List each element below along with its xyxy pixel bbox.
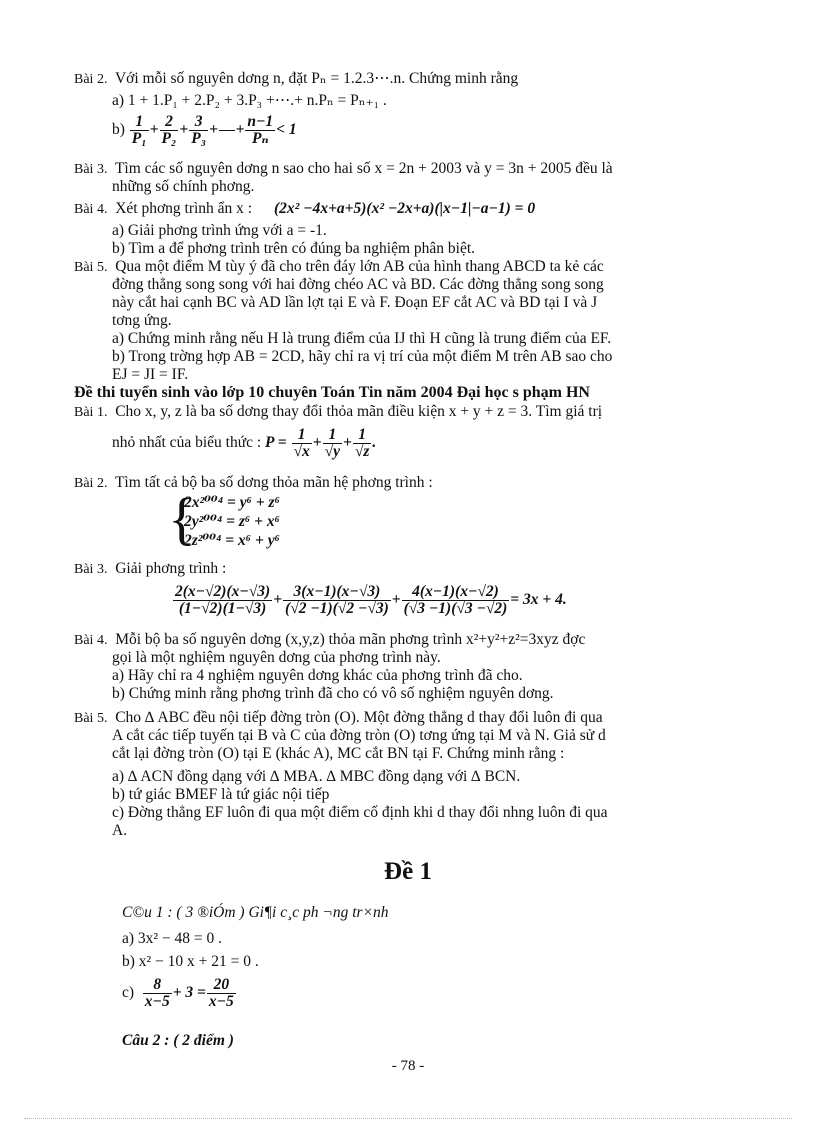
page-number: - 78 - — [391, 1058, 425, 1074]
question-1-heading: C©u 1 : ( 3 ®iÓm ) Gi¶i c¸c ph ¬ng tr×nh — [122, 904, 389, 921]
exam-problem-5-line-2: A cắt các tiếp tuyến tại B và C của đờng tròn (O) tơng ứng tại M và N. Giả sử d — [112, 727, 606, 744]
problem-5-line-2: đờng thẳng song song với hai đờng chéo AC và BD. Các đờng thẳng song song — [112, 276, 604, 293]
exam-problem-4-line: Bài 4. Mỗi bộ ba số nguyên dơng (x,y,z) thỏa mãn phơng trình x²+y²+z²=3xyz đợc — [74, 631, 586, 648]
problem-4-equation: (2x² −4x+a+5)(x² −2x+a)(|x−1|−a−1) = 0 — [274, 200, 536, 217]
problem-2a: a) 1 + 1.P₁ + 2.P₂ + 3.P₃ +⋯.+ n.Pₙ = Pₙ₊₁ . — [112, 92, 387, 109]
exam-problem-5c-line-2: A. — [112, 822, 128, 839]
exam-problem-5-line: Bài 5. Cho ∆ ABC đều nội tiếp đờng tròn (O). Một đờng thẳng d thay đổi luôn đi qua — [74, 709, 603, 726]
problem-3-line: Bài 3. Tìm các số nguyên dơng n sao cho hai số x = 2n + 2003 và y = 3n + 2005 đều là — [74, 160, 613, 177]
question-1b: b) x² − 10 x + 21 = 0 . — [122, 953, 259, 970]
exam-problem-5-line-3: cắt lại đờng tròn (O) tại E (khác A), MC cắt BN tại F. Chứng minh rằng : — [112, 745, 565, 762]
problem-5a: a) Chứng minh rằng nếu H là trung điểm của IJ thì H cũng là trung điểm của EF. — [112, 330, 612, 347]
problem-5-line-3: này cắt hai cạnh BC và AD lần lợt tại E và F. Đoạn EF cắt AC và BD tại I và J — [112, 294, 598, 311]
exam-problem-2-line: Bài 2. Tìm tất cả bộ ba số dơng thỏa mãn hệ phơng trình : — [74, 474, 433, 491]
section-heading: Đề thi tuyển sinh vào lớp 10 chuyên Toán Tin năm 2004 Đại học s phạm HN — [74, 384, 590, 401]
exam-problem-5a: a) ∆ ACN đồng dạng với ∆ MBA. ∆ MBC đồng dạng với ∆ BCN. — [112, 768, 521, 785]
exam-problem-4a: a) Hãy chỉ ra 4 nghiệm nguyên dơng khác của phơng trình đã cho. — [112, 667, 523, 684]
problem-5-line-4: tơng ứng. — [112, 312, 172, 329]
exam-problem-1-line: Bài 1. Cho x, y, z là ba số dơng thay đổi thỏa mãn điều kiện x + y + z = 3. Tìm giá trị — [74, 403, 603, 420]
exam-problem-5b: b) tứ giác BMEF là tứ giác nội tiếp — [112, 786, 330, 803]
page-title: Đề 1 — [384, 858, 432, 885]
exam-problem-5c: c) Đờng thẳng EF luôn đi qua một điểm cố định khi d thay đổi nhng luôn đi qua — [112, 804, 608, 821]
exam-problem-3-equation: $\frac{2(x-√2)(x-√3)}{(1-√2)(1-√3)}$ + $\frac{3(x-1)(x-√3)}{(√2 -1)(√2 -√3)}$ + $\frac{4(x-1)(x-√2)}{(√3 -1)(√3 -√2)}$ = 3x + 4. — [175, 582, 567, 617]
problem-4b: b) Tìm a để phơng trình trên có đúng ba nghiệm phân biệt. — [112, 240, 476, 257]
system-eq-1: 2x²⁰⁰⁴ = y⁶ + z⁶ — [184, 494, 280, 511]
problem-5b-line-2: EJ = JI = IF. — [112, 366, 189, 383]
question-2-heading: Câu 2 : ( 2 điểm ) — [122, 1032, 234, 1049]
exam-problem-4-line-2: gọi là một nghiệm nguyên dơng của phơng trình này. — [112, 649, 441, 666]
problem-4a: a) Giải phơng trình ứng với a = -1. — [112, 222, 327, 239]
system-eq-2: 2y²⁰⁰⁴ = z⁶ + x⁶ — [184, 513, 280, 530]
problem-4-line: Bài 4. Xét phơng trình ẩn x : (2x² −4x+a+5)(x² −2x+a)(|x−1|−a−1) = 0 — [74, 200, 536, 217]
bottom-divider — [24, 1118, 792, 1119]
system-eq-3: 2z²⁰⁰⁴ = x⁶ + y⁶ — [184, 532, 280, 549]
question-1a: a) 3x² − 48 = 0 . — [122, 930, 223, 947]
problem-5b: b) Trong trờng hợp AB = 2CD, hãy chỉ ra vị trí của một điểm M trên AB sao cho — [112, 348, 613, 365]
system-brace: { — [168, 486, 196, 551]
problem-2b-inequality: b) $\frac{1}{\text{P₁}}$ + $\frac{2}{\text{P₂}}$ + $\frac{3}{\text{P₃}}$ + + $\frac{n-1}{\text{Pₙ}}$ < 1 — [112, 112, 297, 147]
exam-problem-1-expression: nhỏ nhất của biểu thức : P = $\frac{1}{√x}$ + $\frac{1}{√y}$ + $\frac{1}{√z}$ . — [112, 425, 377, 460]
problem-5-line: Bài 5. Qua một điểm M tùy ý đã cho trên đáy lớn AB của hình thang ABCD ta kẻ các — [74, 258, 604, 275]
exam-problem-4b: b) Chứng minh rằng phơng trình đã cho có vô số nghiệm nguyên dơng. — [112, 685, 554, 702]
problem-3-line-2: những số chính phơng. — [112, 178, 255, 195]
problem-2-line: Bài 2. Với mỗi số nguyên dơng n, đặt Pₙ = 1.2.3⋯.n. Chứng minh rằng — [74, 70, 519, 87]
exam-problem-3-line: Bài 3. Giải phơng trình : — [74, 560, 227, 577]
question-1c: c) $\frac{8}{x-5}$ + 3 = $\frac{20}{x-5}$ — [122, 975, 234, 1010]
